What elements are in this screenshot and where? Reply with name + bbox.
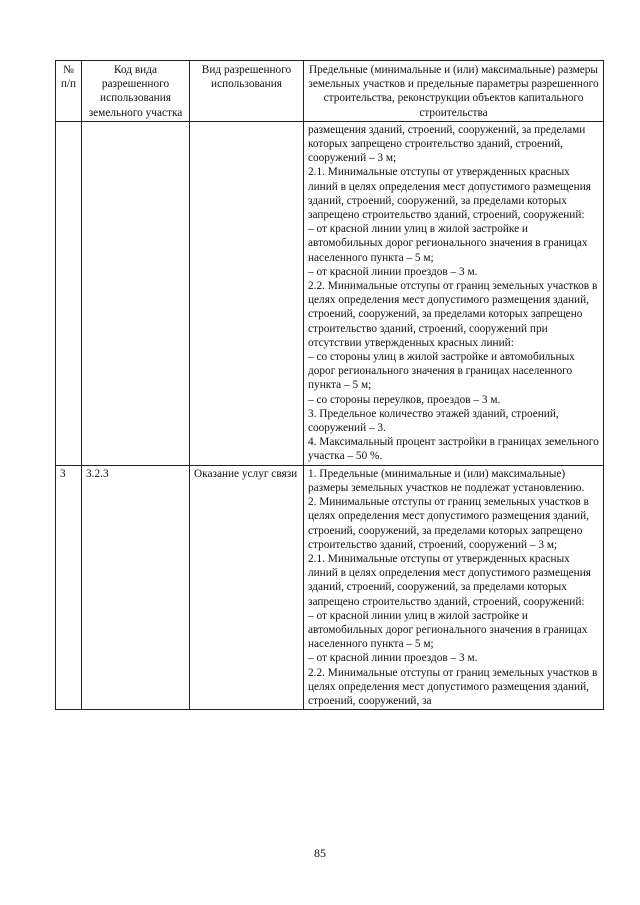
param-paragraph: – от красной линии проездов – 3 м.	[308, 652, 478, 665]
param-paragraph: – от красной линии проездов – 3 м.	[308, 265, 478, 278]
param-paragraph: – со стороны улиц в жилой застройке и автомобильных дорог регионального значения в границах населенного пункта – 5 м;	[308, 351, 575, 392]
param-paragraph: – со стороны переулков, проездов – 3 м.	[308, 393, 501, 406]
param-paragraph: 4. Максимальный процент застройки в границах земельного участка – 50 %.	[308, 436, 599, 463]
regulations-table	[55, 60, 604, 710]
param-paragraph: – от красной линии улиц в жилой застройке и автомобильных дорог регионального значения в границах населенного пункта – 5 м;	[308, 609, 588, 651]
table-row	[56, 465, 604, 709]
header-parameters: Предельные (минимальные и (или) максимальные) размеры земельных участков и предельные параметры разрешенного строительства, реконструкции объектов капитального строительства	[304, 61, 604, 122]
table-header-row	[56, 61, 604, 122]
param-paragraph: размещения зданий, строений, сооружений, за пределами которых запрещено строительство зданий, строений, сооружений – 3 м;	[308, 123, 586, 165]
header-usage-code: Код вида разрешенного использования земельного участка	[82, 61, 190, 122]
header-usage-kind: Вид разрешенного использования	[190, 61, 304, 122]
param-paragraph: – от красной линии улиц в жилой застройке и автомобильных дорог регионального значения в границах населенного пункта – 5 м;	[308, 223, 588, 264]
param-paragraph: 2.1. Минимальные отступы от утвержденных красных линий в целях определения мест допустимого размещения зданий, строений, сооружений, за пределами которых запрещено строительство зданий, строений, сооружений:	[308, 552, 591, 608]
param-paragraph: 2.2. Минимальные отступы от границ земельных участков в целях определения мест допустимого размещения зданий, строений, сооружений, за	[308, 666, 598, 707]
param-paragraph: 3. Предельное количество этажей зданий, строений, сооружений – 3.	[308, 407, 559, 435]
row-code: 3.2.3	[82, 465, 190, 709]
table-row	[56, 121, 604, 465]
param-paragraph: 2.2. Минимальные отступы от границ земельных участков в целях определения мест допустимого размещения зданий, строений, сооружений, за пределами которых запрещено строительство зданий, строений, сооружений при отсутствии утвержденных красных линий:	[308, 280, 598, 349]
page-number: 85	[314, 846, 326, 860]
row-code	[82, 121, 190, 465]
row-number: 3	[56, 465, 82, 709]
param-paragraph: 2. Минимальные отступы от границ земельных участков в целях определения мест допустимого размещения зданий, строений, сооружений, за пределами которых запрещено строительство зданий, строений, сооружений – 3 м;	[308, 496, 589, 551]
row-params	[304, 121, 604, 465]
param-paragraph: 2.1. Минимальные отступы от утвержденных красных линий в целях определения мест допустимого размещения зданий, строений, сооружений, за пределами которых запрещено строительство зданий, строений, сооружений:	[308, 166, 591, 222]
row-kind: Оказание услуг связи	[190, 465, 304, 709]
row-kind	[190, 121, 304, 465]
header-number: № п/п	[56, 61, 82, 122]
row-number	[56, 121, 82, 465]
row-params	[304, 465, 604, 709]
param-paragraph: 1. Предельные (минимальные и (или) максимальные) размеры земельных участков не подлежат установлению.	[308, 467, 585, 494]
